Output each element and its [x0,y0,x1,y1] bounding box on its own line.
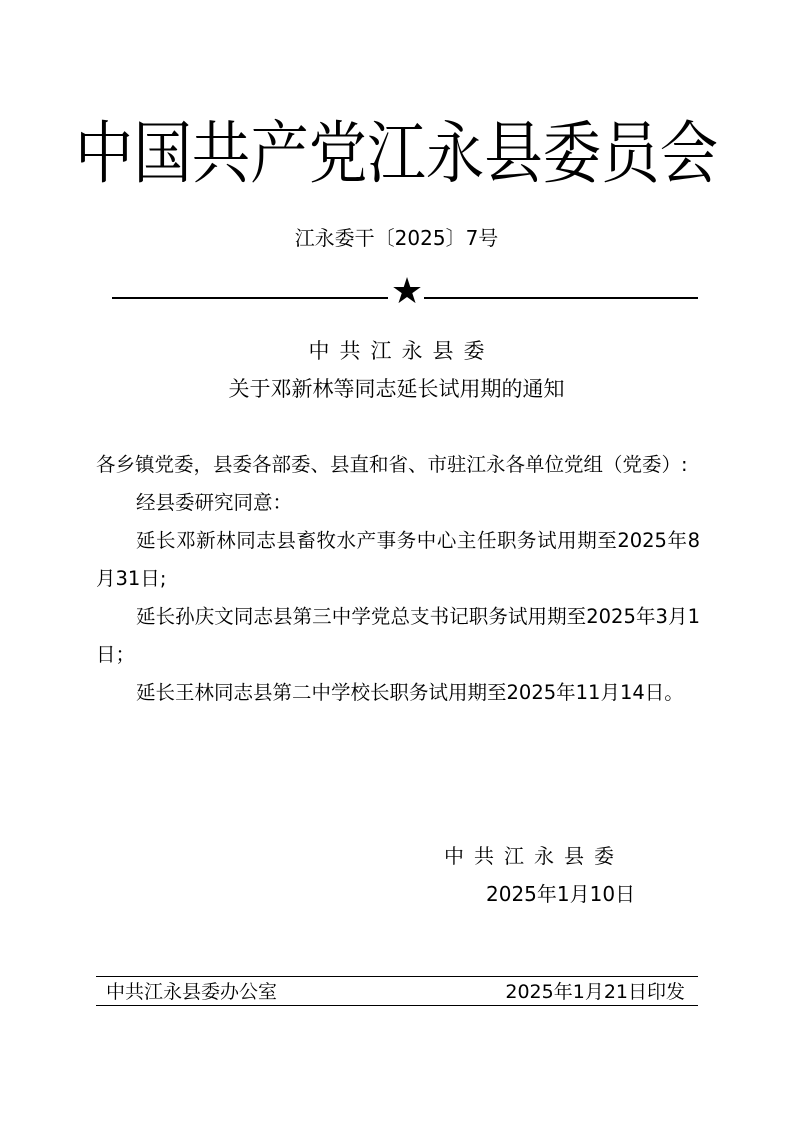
recipients-line: 各乡镇党委，县委各部委、县直和省、市驻江永各单位党组（党委）: [96,453,688,476]
divider-line-left [112,297,388,299]
notice-title-subject: 关于邓新林等同志延长试用期的通知 [228,377,565,401]
issuing-authority-title: 中国共产党江永县委员会 [74,115,719,194]
notice-title-issuer: 中共江永县委 [308,339,495,363]
footer-print-date: 2025年1月21日印发 [505,981,685,1003]
star-icon: ★ [390,271,424,312]
list-item: 延长邓新林同志县畜牧水产事务中心主任职务试用期至2025年8月31日; [96,529,700,590]
notice-body [96,446,700,712]
footer-issuer: 中共江永县委办公室 [106,981,278,1003]
footer-divider-bottom [96,1005,698,1006]
signature-org: 中共江永县委 [444,844,624,868]
intro-line: 经县委研究同意： [136,491,293,514]
header-divider [112,271,698,312]
divider-line-right [424,297,698,299]
list-item: 延长王林同志县第二中学校长职务试用期至2025年11月14日。 [136,681,684,704]
footer-divider-top [96,976,698,977]
list-item: 延长孙庆文同志县第三中学党总支书记职务试用期至2025年3月1日； [96,605,700,666]
document-number: 江永委干〔2025〕7号 [294,226,499,250]
signature-date: 2025年1月10日 [486,882,636,906]
